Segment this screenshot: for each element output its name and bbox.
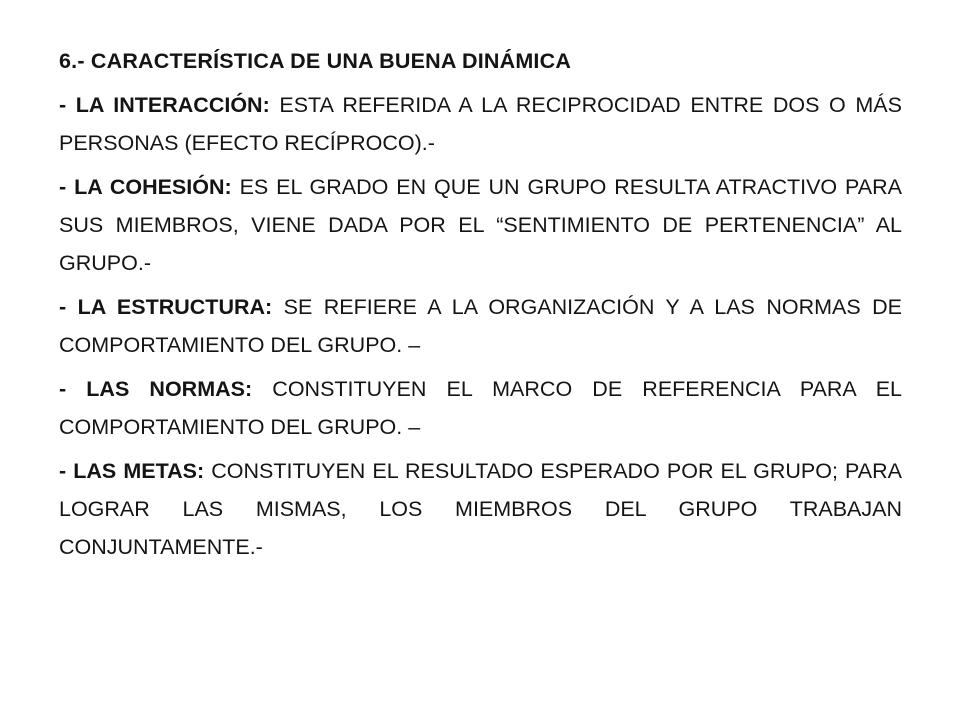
item-prefix: - bbox=[59, 175, 75, 199]
item-text: ESTA REFERIDA A LA RECIPROCIDAD ENTRE DOS O MÁS PERSONAS (EFECTO RECÍPROCO).- bbox=[59, 93, 902, 155]
item-prefix: - bbox=[59, 377, 87, 401]
slide-title: 6.- CARACTERÍSTICA DE UNA BUENA DINÁMICA bbox=[59, 49, 572, 73]
item-estructura bbox=[59, 288, 902, 364]
item-term: LA ESTRUCTURA: bbox=[77, 295, 273, 319]
item-prefix: - bbox=[59, 295, 78, 319]
item-text: CONSTITUYEN EL RESULTADO ESPERADO POR EL GRUPO; PARA LOGRAR LAS MISMAS, LOS MIEMBROS DEL GRUPO TRABAJAN CONJUNTAMENTE.- bbox=[59, 459, 902, 559]
item-metas bbox=[59, 452, 902, 566]
item-term: LAS METAS: bbox=[73, 459, 205, 483]
item-term: LA INTERACCIÓN: bbox=[75, 93, 270, 117]
item-text: ES EL GRADO EN QUE UN GRUPO RESULTA ATRACTIVO PARA SUS MIEMBROS, VIENE DADA POR EL “SENTIMIENTO DE PERTENENCIA” AL GRUPO.- bbox=[59, 175, 902, 275]
item-prefix: - bbox=[59, 459, 74, 483]
slide-content bbox=[59, 42, 902, 572]
item-cohesion bbox=[59, 168, 902, 282]
item-text: SE REFIERE A LA ORGANIZACIÓN Y A LAS NORMAS DE COMPORTAMIENTO DEL GRUPO. – bbox=[59, 295, 902, 357]
item-prefix: - bbox=[59, 93, 76, 117]
item-text: CONSTITUYEN EL MARCO DE REFERENCIA PARA EL COMPORTAMIENTO DEL GRUPO. – bbox=[59, 377, 903, 439]
item-term: LA COHESIÓN: bbox=[74, 175, 232, 199]
item-normas bbox=[59, 370, 902, 446]
item-interaccion bbox=[59, 86, 902, 162]
item-term: LAS NORMAS: bbox=[86, 377, 253, 401]
